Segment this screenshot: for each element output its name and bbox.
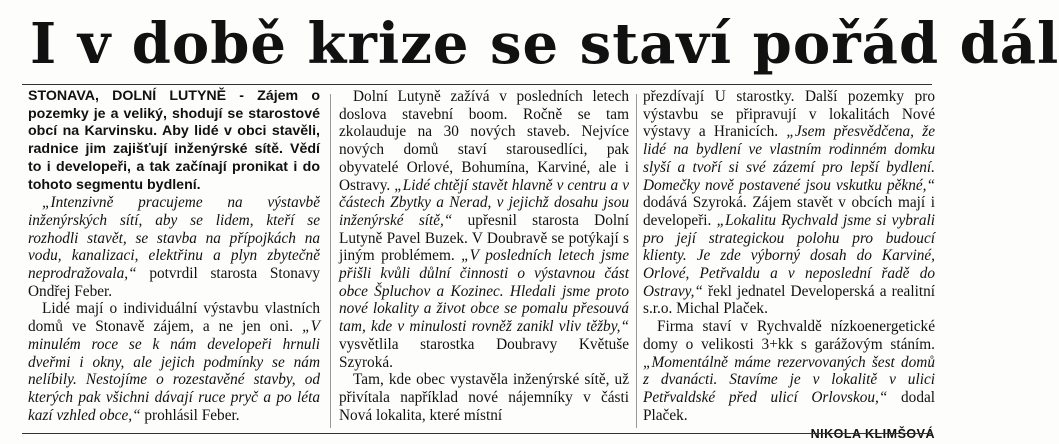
quote: „Lidé chtějí stavět hlavně v centru a v částech Zbytky a Nerad, v jejichž dosahu jsou inženýrské sítě,“ bbox=[339, 176, 629, 229]
paragraph-text: Lidé mají o individuální výstavbu vlastních domů ve Stonavě zájem, a ne jen oni. bbox=[28, 300, 320, 336]
quote: „Momentálně máme rezervovaných šest domů z dvanácti. Stavíme je v lokalitě v ulici Petřvaldské před ulicí Orlovskou,“ bbox=[643, 353, 935, 406]
paragraph-text: dodal Plaček. bbox=[643, 388, 936, 424]
lead-text: Zájem o pozemky je a veliký, shodují se starostové obcí na Karvinsku. Aby lidé v obci stavěli, radnice jim zajišťují inženýrské sítě. Vědí to i developeři, a tak začínají pronikat i do tohoto segmentu bydlení. bbox=[28, 88, 320, 193]
article-lead bbox=[28, 88, 320, 194]
article-column-3 bbox=[643, 88, 936, 442]
paragraph-text: prohlásil Feber. bbox=[140, 406, 240, 424]
column-divider bbox=[330, 94, 331, 428]
article-headline: I v době krize se staví pořád dál bbox=[30, 11, 1059, 77]
quote: „Intenzivně pracujeme na výstavbě inženýrských sítí, aby se lidem, kteří se rozhodli stavět, se stavba na přípojkách na vodu, kanalizaci, elektřinu a plyn zbytečně neprodražovala,“ bbox=[28, 194, 320, 283]
paragraph-text: upřesnil starosta Dolní Lutyně Pavel Buzek. V Doubravě se potýkají s jiným problémem. bbox=[339, 211, 629, 265]
article-column-2 bbox=[339, 88, 629, 432]
paragraph-text: řekl jednatel Developerská a realitní s.r.o. Michal Plaček. bbox=[643, 282, 935, 318]
article-paragraph bbox=[643, 318, 935, 424]
column-divider bbox=[636, 94, 637, 428]
paragraph-text: Dolní Lutyně zažívá v posledních letech doslova stavební boom. Ročně se tam zkolauduje na 30 nových staveb. Nejvíce nových domů staví starousedlíci, pak obyvatelé Orlové, Bohumína, Karviné, ale i Ostravy. bbox=[339, 88, 629, 194]
paragraph-text: potvrdil starosta Stonavy Ondřej Feber. bbox=[28, 265, 320, 300]
article-column-1 bbox=[28, 88, 320, 432]
paragraph-text: dodává Szyroká. Zájem stavět v obcích mají i developeři. bbox=[643, 194, 935, 229]
article-paragraph bbox=[28, 194, 320, 300]
quote: „V minulém roce se k nám developeři hrnuli dveřmi i okny, ale jejich podmínky se nám nelíbily. Nestojíme o rozestavěné stavby, od kterých pak všichni dávají ruce pryč a po léta kazí vzhled obce,“ bbox=[28, 318, 320, 424]
bottom-rule bbox=[22, 433, 932, 434]
quote: „Jsem přesvědčena, že lidé na bydlení ve vlastním rodinném domku slyší a tvoří si své zázemí pro lepší bydlení. Domečky nově postavené jsou vskutku pěkné,“ bbox=[643, 123, 935, 194]
paragraph-text: Firma staví v Rychvaldě nízkoenergetické domy o velikosti 3+kk s garážovým stáním. bbox=[643, 318, 935, 353]
headline-rule bbox=[22, 84, 932, 85]
paragraph-text: přezdívají U starostky. Další pozemky pro výstavbu se připravují v lokalitách Nové výstavy a Hranicích. bbox=[643, 88, 935, 141]
lead-dateline: STONAVA, DOLNÍ LUTYNĚ - bbox=[28, 88, 258, 104]
article-paragraph bbox=[643, 88, 935, 318]
quote: „V posledních letech jsme přišli kvůli důlní činnosti o výstavnou část obce Špluchov a Kozinec. Hledali jsme proto nové lokality a život obce se pomalu přesouvá tam, kde v minulosti rovněž zanikl vliv těžby,“ bbox=[339, 247, 629, 336]
paragraph-text: vysvětlila starostka Doubravy Květuše Szyroká. bbox=[339, 335, 629, 371]
article-paragraph bbox=[339, 88, 629, 371]
article-paragraph bbox=[339, 371, 629, 424]
article-paragraph bbox=[28, 300, 320, 424]
quote: „Lokalitu Rychvald jsme si vybrali pro její strategickou polohu pro budoucí klienty. Je zde výborný dosah do Karviné, Orlové, Petřvaldu a v neposlední řadě do Ostravy,“ bbox=[643, 211, 935, 300]
author-byline: NIKOLA KLIMŠOVÁ bbox=[810, 427, 935, 442]
paragraph-text: Tam, kde obec vystavěla inženýrské sítě, už přivítala například nové nájemníky v části Nová lokalita, které místní bbox=[339, 371, 629, 424]
